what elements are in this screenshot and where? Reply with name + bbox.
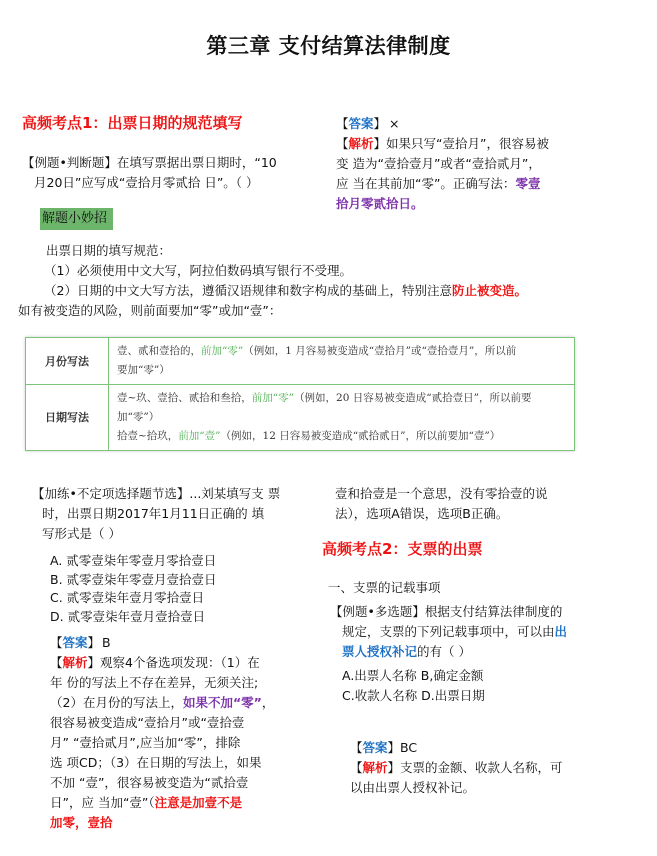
options-row-1: A.出票人名称 B,确定金额	[342, 668, 484, 683]
tip-content	[18, 241, 648, 321]
practice-answer-block: 【答案】 B 【解析】观察4个备选项发现：（1）在 年 份的写法上不存在差异，无须关注; （2）在月份的写法上，如果不加“零”， 很容易被变造成“壹拾月”或“壹拾壹 月” “壹拾贰月”,应当加“零”，排除 选 项CD；（3）在日期的写法上，如果 不加 “壹”，很容易被变造为“贰拾壹 日”，应 当加“壹”（注意是加壹不是 加零，壹拾	[50, 635, 275, 830]
answer-block-2: 【答案】BC 【解析】支票的金额、收款人名称，可 以由出票人授权补记。	[350, 740, 563, 795]
tip-badge: 解题小妙招	[40, 208, 113, 230]
answer-block-1: 【答案】 × 【解析】如果只写“壹拾月”，很容易被 变 造为“壹拾壹月”或者“壹拾贰月”， 应 当在其前加“零”。正确写法：零壹 拾月零贰拾日。	[336, 114, 636, 214]
answer-label: 答案	[348, 116, 374, 131]
question-tag: 【加练•不定项选择题节选】	[32, 486, 190, 501]
row-header: 日期写法	[26, 385, 109, 451]
analysis-label: 解析	[348, 136, 374, 151]
table-row	[26, 385, 575, 451]
answer-value: ×	[389, 116, 400, 131]
row-content: 壹~玖、壹拾、贰拾和叁拾，前加“零”（例如，20 日容易被变造成“贰拾壹日”，所以前要 加“零”） 拾壹~拾玖，前加“壹”（例如，12 日容易被变造成“贰拾贰日”，所以前要加“壹”）	[109, 385, 575, 451]
tip-rule-1: （1）必须使用中文大写，阿拉伯数码填写银行不受理。	[44, 263, 352, 278]
question-text: 月20日”应写成“壹拾月零贰拾 日”。（ ）	[34, 175, 259, 190]
example-question-2: 【例题•多选题】根据支付结算法律制度的 规定，支票的下列记载事项中，可以由出 票人授权补记的有（ ） A.出票人名称 B,确定金额 C.收款人名称 D.出票日期	[330, 602, 640, 706]
option-d: D. 贰零壹柒年壹月壹拾壹日	[50, 608, 206, 624]
analysis-label: 解析	[62, 655, 88, 670]
chapter-title: 第三章 支付结算法律制度	[206, 34, 451, 58]
practice-analysis-cont: 壹和拾壹是一个意思，没有零拾壹的说 法），选项A错误，选项B正确。	[335, 486, 548, 521]
option-c: C. 贰零壹柒年壹月零拾壹日	[50, 590, 205, 605]
tip-rule-2-cont: 如有被变造的风险，则前面要加“零”或加“壹”：	[18, 303, 282, 318]
correct-writing: 拾月零贰拾日。	[336, 196, 424, 211]
practice-options	[50, 552, 217, 626]
tip-rule-2-highlight: 防止被变造。	[451, 283, 527, 298]
section2-subheading: 一、支票的记载事项	[328, 580, 441, 595]
table-row	[26, 338, 575, 385]
section2-heading: 高频考点2：支票的出票	[322, 540, 483, 558]
question-text: 在填写票据出票日期时，“10	[116, 155, 277, 170]
analysis-label: 解析	[362, 760, 388, 775]
answer-value: B	[102, 635, 111, 650]
answer-value: BC	[400, 740, 418, 755]
option-b: B. 贰零壹柒年零壹月壹拾壹日	[50, 571, 217, 587]
section1-heading: 高频考点1：出票日期的规范填写	[22, 114, 243, 132]
practice-question: 【加练•不定项选择题节选】...刘某填写支 票 时，出票日期2017年1月11日正确的 填 写形式是（ ）	[32, 486, 281, 541]
tip-intro: 出票日期的填写规范：	[46, 243, 172, 258]
date-rules-table	[25, 337, 575, 451]
tip-rule-2: （2）日期的中文大写方法，遵循汉语规律和数字构成的基础上，特别注意	[44, 283, 452, 298]
option-a: A. 贰零壹柒年零壹月零拾壹日	[50, 553, 217, 568]
options-row-2: C.收款人名称 D.出票日期	[342, 688, 485, 703]
question-tag: 【例题•判断题】	[22, 155, 117, 170]
row-content: 壹、贰和壹拾的，前加“零”（例如，1 月容易被变造成“壹拾月”或“壹拾壹月”，所以前 要加“零”）	[109, 338, 575, 385]
example-question-1	[22, 153, 277, 193]
correct-writing: 零壹	[515, 176, 541, 191]
answer-label: 答案	[362, 740, 388, 755]
question-tag: 【例题•多选题】	[330, 604, 425, 619]
row-header: 月份写法	[26, 338, 109, 385]
answer-label: 答案	[62, 635, 88, 650]
